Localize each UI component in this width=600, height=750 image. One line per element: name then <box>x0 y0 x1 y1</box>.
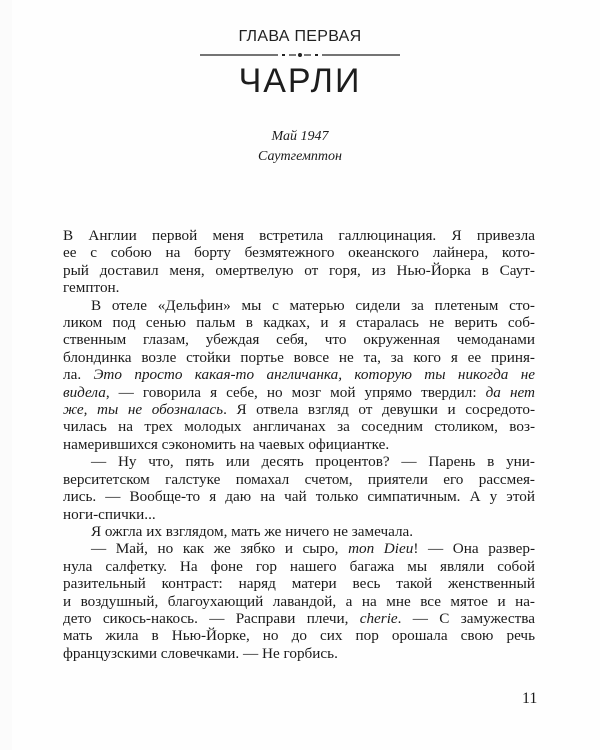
chapter-title: ЧАРЛИ <box>238 62 362 100</box>
text-line: гемптон. <box>63 279 120 297</box>
text-line: ноги-спички... <box>63 505 156 523</box>
text-line: В отеле «Дельфин» мы с матерью сидели за плетеным сто- <box>91 296 535 314</box>
text-line: лись. — Вообще-то я даю на чай только симпатичным. А у этой <box>63 488 535 506</box>
place-line: Саутгемптон <box>258 149 342 164</box>
text-line: В Англии первой меня встретила галлюцинация. Я привезла <box>63 227 535 244</box>
text-line: же, ты не обозналась. Я отвела взгляд от девушки и сосредото- <box>63 401 535 419</box>
text-line: видела, — говорила я себе, но мозг мой упрямо твердил: да нет <box>63 383 535 401</box>
text-line: намерившихся сэкономить на чаевых официантке. <box>63 435 390 453</box>
text-line: нула салфетку. На фоне гор нашего багажа мы являли собой <box>63 557 535 575</box>
text-line: дето сикось-накось. — Расправи плечи, cherie. — С замужества <box>63 609 535 627</box>
text-line: блондинка возле стойки портье вовсе не та, за кого я ее приня- <box>63 348 535 366</box>
chapter-meta <box>0 127 600 167</box>
text-line: верситетском галстуке помахал счетом, приятели его рассмея- <box>63 470 535 488</box>
text-line: ее с собою на борту безмятежного океанского лайнера, кото- <box>63 244 535 262</box>
ornament-divider <box>200 52 400 58</box>
text-line: чилась на трех молодых англичанах за соседним столиком, воз- <box>63 418 535 436</box>
text-line: французскими словечками. — Не горбись. <box>63 644 338 662</box>
body-text <box>63 227 535 662</box>
text-line: — Май, но как же зябко и сыро, mon Dieu! — Она развер- <box>91 540 535 558</box>
text-line: Я ожгла их взглядом, мать же ничего не замечала. <box>91 522 414 540</box>
text-line: разительный контраст: наряд матери весь такой женственный <box>63 575 535 593</box>
date-line: Май 1947 <box>271 129 329 144</box>
page-number: 11 <box>522 690 538 707</box>
text-line: ла. Это просто какая-то англичанка, которую ты никогда не <box>63 366 535 384</box>
chapter-label: ГЛАВА ПЕРВАЯ <box>238 28 362 45</box>
text-line: рый доставил меня, омертвелую от горя, из Нью-Йорка в Саут- <box>63 261 535 279</box>
text-line: мать жила в Нью-Йорке, но до сих пор орошала свою речь <box>63 627 535 645</box>
text-line: и воздушный, благоухающий лавандой, а на мне все мятое и на- <box>63 592 535 610</box>
text-line: ственным глазам, убеждая себя, что окруженная чемоданами <box>63 331 535 349</box>
text-line: ликом под сенью пальм в кадках, и я старалась не верить соб- <box>63 314 535 332</box>
text-line: — Ну что, пять или десять процентов? — Парень в уни- <box>91 453 535 471</box>
